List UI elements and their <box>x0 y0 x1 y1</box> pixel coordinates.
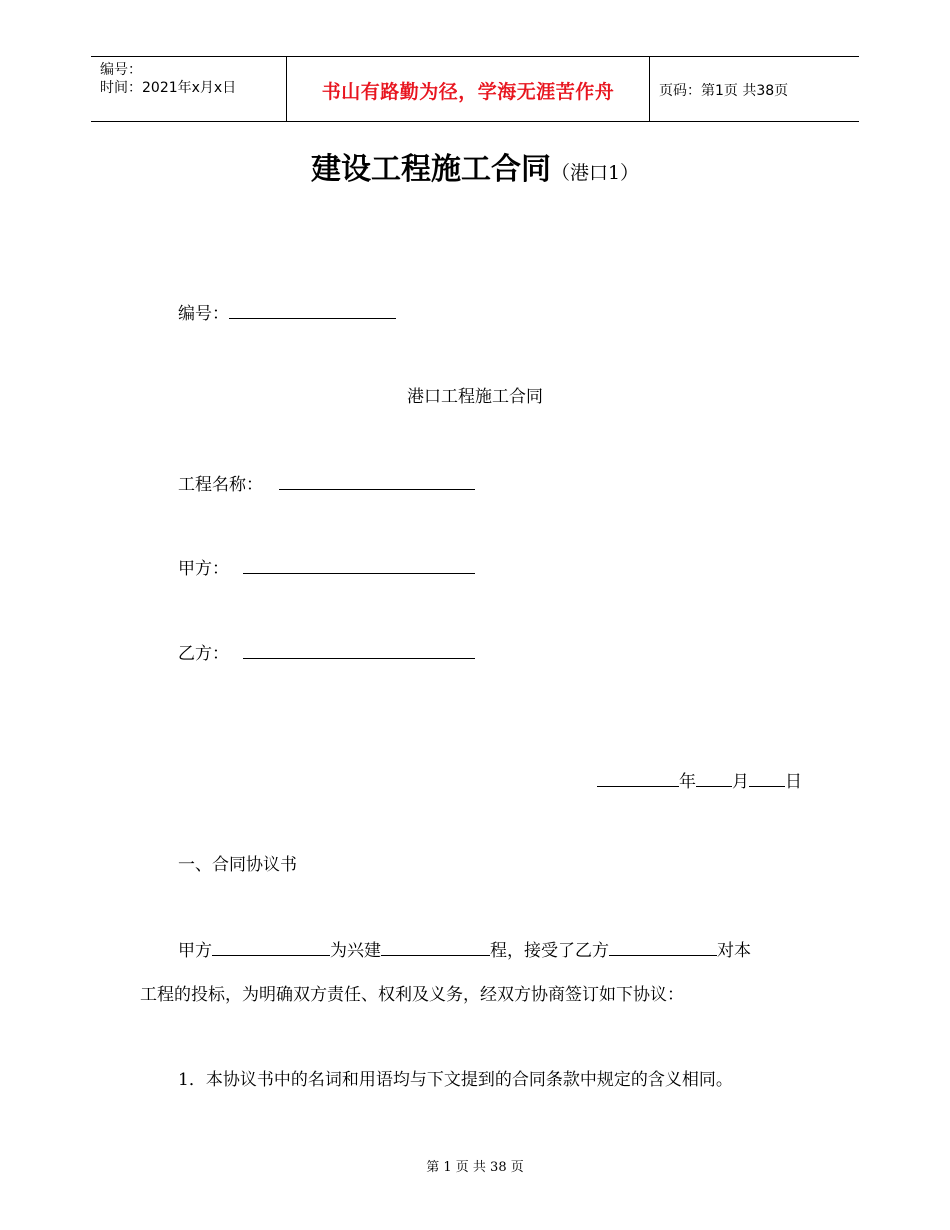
title-sub: （港口1） <box>550 162 640 184</box>
project-name-row <box>178 473 475 496</box>
project-name-blank <box>279 473 475 490</box>
agreement-paragraph-line1 <box>178 939 751 962</box>
title-main: 建设工程施工合同 <box>310 152 551 187</box>
date-month-blank <box>696 770 732 787</box>
party-a-blank <box>243 557 475 574</box>
clause-1: 1．本协议书中的名词和用语均与下文提到的合同条款中规定的含义相同。 <box>178 1070 733 1090</box>
para1-text-c: 程，接受了乙方 <box>490 941 609 961</box>
header-slogan-cell <box>287 57 650 121</box>
party-b-blank <box>243 642 475 659</box>
header-meta <box>91 57 287 121</box>
section-heading: 一、合同协议书 <box>178 855 297 875</box>
para1-blank-1 <box>212 939 330 956</box>
date-day-label: 日 <box>785 772 802 792</box>
para1-text-d: 对本 <box>717 941 751 961</box>
date-year-blank <box>597 770 679 787</box>
signing-date-row <box>597 770 802 793</box>
contract-number-label: 编号： <box>178 304 229 324</box>
date-month-label: 月 <box>732 772 749 792</box>
para1-blank-3 <box>609 939 717 956</box>
party-b-label: 乙方： <box>178 644 229 664</box>
document-header <box>91 56 859 122</box>
date-day-blank <box>749 770 785 787</box>
header-page-info: 页码：第1页 共38页 <box>659 83 789 99</box>
contract-subtitle: 港口工程施工合同 <box>407 387 543 407</box>
contract-number-row <box>178 302 396 325</box>
party-a-row <box>178 557 475 580</box>
project-name-label: 工程名称： <box>178 475 263 495</box>
document-title <box>0 144 950 188</box>
party-a-label: 甲方： <box>178 559 229 579</box>
para1-blank-2 <box>381 939 490 956</box>
header-page-info-cell <box>650 57 859 121</box>
party-b-row <box>178 642 475 665</box>
date-year-label: 年 <box>679 772 696 792</box>
header-slogan: 书山有路勤为径，学海无涯苦作舟 <box>321 80 615 103</box>
para1-text-b: 为兴建 <box>330 941 381 961</box>
contract-number-blank <box>229 302 396 319</box>
header-number-label: 编号： <box>100 62 142 78</box>
para1-text-a: 甲方 <box>178 941 212 961</box>
agreement-paragraph-line2: 工程的投标，为明确双方责任、权利及义务，经双方协商签订如下协议： <box>140 985 684 1005</box>
page-footer: 第 1 页 共 38 页 <box>426 1160 524 1175</box>
header-time: 时间：2021年x月x日 <box>100 80 237 96</box>
